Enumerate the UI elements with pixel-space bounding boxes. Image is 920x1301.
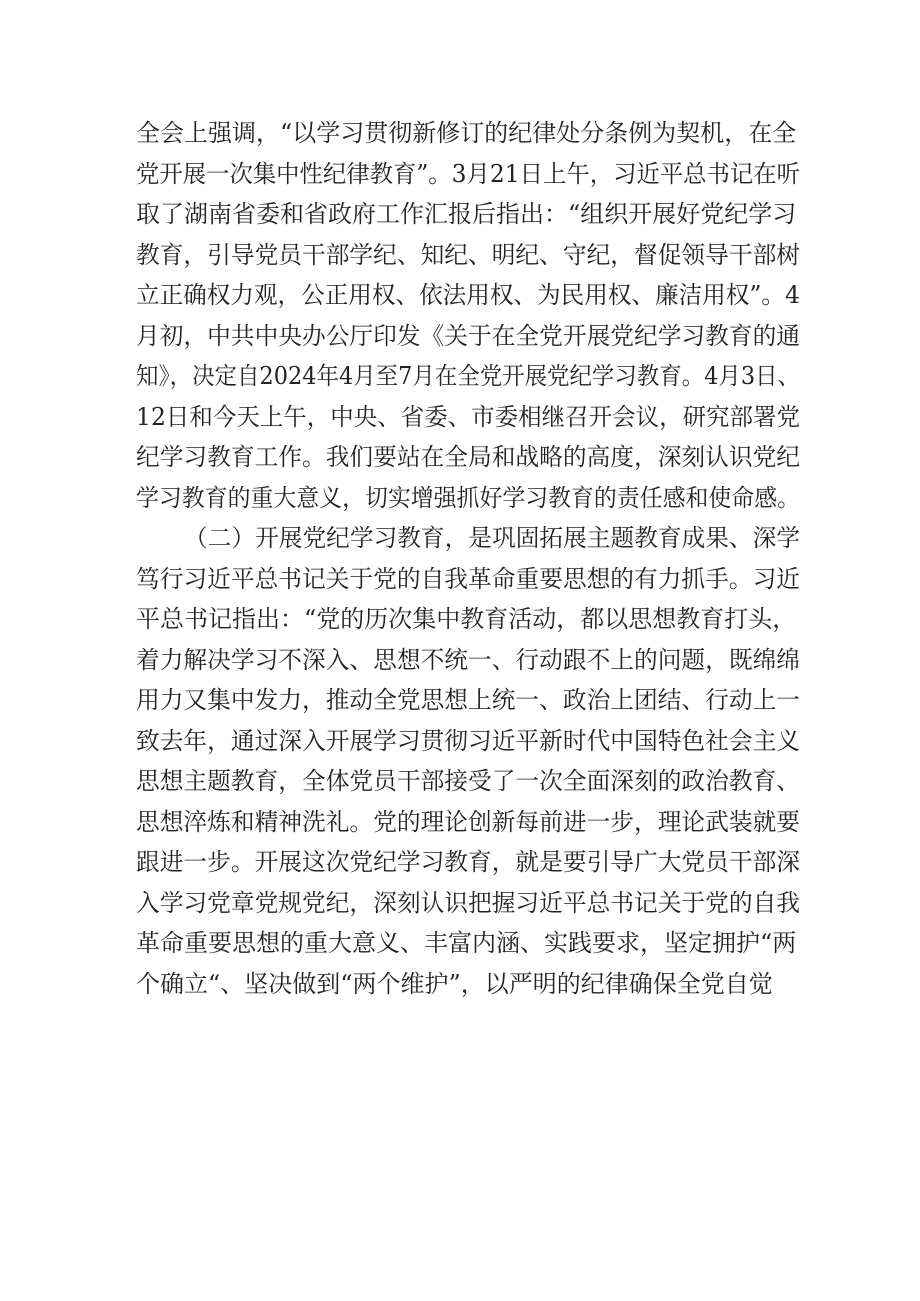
text-line-2: 党开展一次集中性纪律教育”。3月21日上午，习近平总书记在听 (136, 159, 800, 188)
text-line-3: 取了湖南省委和省政府工作汇报后指出：“组织开展好党纪学习 (136, 200, 797, 228)
text-line-20: 入学习党章党规党纪，深刻认识把握习近平总书记关于党的自我 (136, 888, 800, 917)
text-line-4: 教育，引导党员干部学纪、知纪、明纪、守纪，督促领导干部树 (136, 240, 800, 269)
text-line-19: 跟进一步。开展这次党纪学习教育，就是要引导广大党员干部深 (136, 848, 800, 876)
text-line-16: 致去年，通过深入开展学习贯彻习近平新时代中国特色社会主义 (136, 726, 800, 755)
text-line-12: 笃行习近平总书记关于党的自我革命重要思想的有力抓手。习近 (136, 564, 800, 593)
text-line-13: 平总书记指出：“党的历次集中教育活动，都以思想教育打头， (136, 605, 797, 633)
text-line-21: 革命重要思想的重大意义、丰富内涵、实践要求，坚定拥护“两 (136, 929, 797, 957)
body-text (0, 113, 920, 1004)
text-line-7: 知》，决定自2024年4月至7月在全党开展党纪学习教育。4月3日、 (136, 362, 800, 390)
text-line-1: 全会上强调，“以学习贯彻新修订的纪律处分条例为契机，在全 (136, 119, 797, 147)
paragraph-2-first-line: （二）开展党纪学习教育，是巩固拓展主题教育成果、深学 (184, 524, 800, 552)
text-line-8: 12日和今天上午，中央、省委、市委相继召开会议，研究部署党 (136, 402, 800, 431)
text-line-10: 学习教育的重大意义，切实增强抓好学习教育的责任感和使命感。 (136, 483, 800, 512)
text-line-15: 用力又集中发力，推动全党思想上统一、政治上团结、行动上一 (136, 686, 800, 714)
text-line-14: 着力解决学习不深入、思想不统一、行动跟不上的问题，既绵绵 (136, 645, 800, 674)
text-line-18: 思想淬炼和精神洗礼。党的理论创新每前进一步，理论武装就要 (136, 807, 800, 836)
text-line-5: 立正确权力观，公正用权、依法用权、为民用权、廉洁用权”。4 (136, 281, 800, 309)
text-line-9: 纪学习教育工作。我们要站在全局和战略的高度，深刻认识党纪 (136, 443, 800, 471)
text-line-17: 思想主题教育，全体党员干部接受了一次全面深刻的政治教育、 (136, 767, 800, 795)
text-line-6: 月初，中共中央办公厅印发《关于在全党开展党纪学习教育的通 (136, 321, 800, 350)
text-line-22: 个确立“、坚决做到“两个维护”，以严明的纪律确保全党自觉 (136, 969, 773, 998)
